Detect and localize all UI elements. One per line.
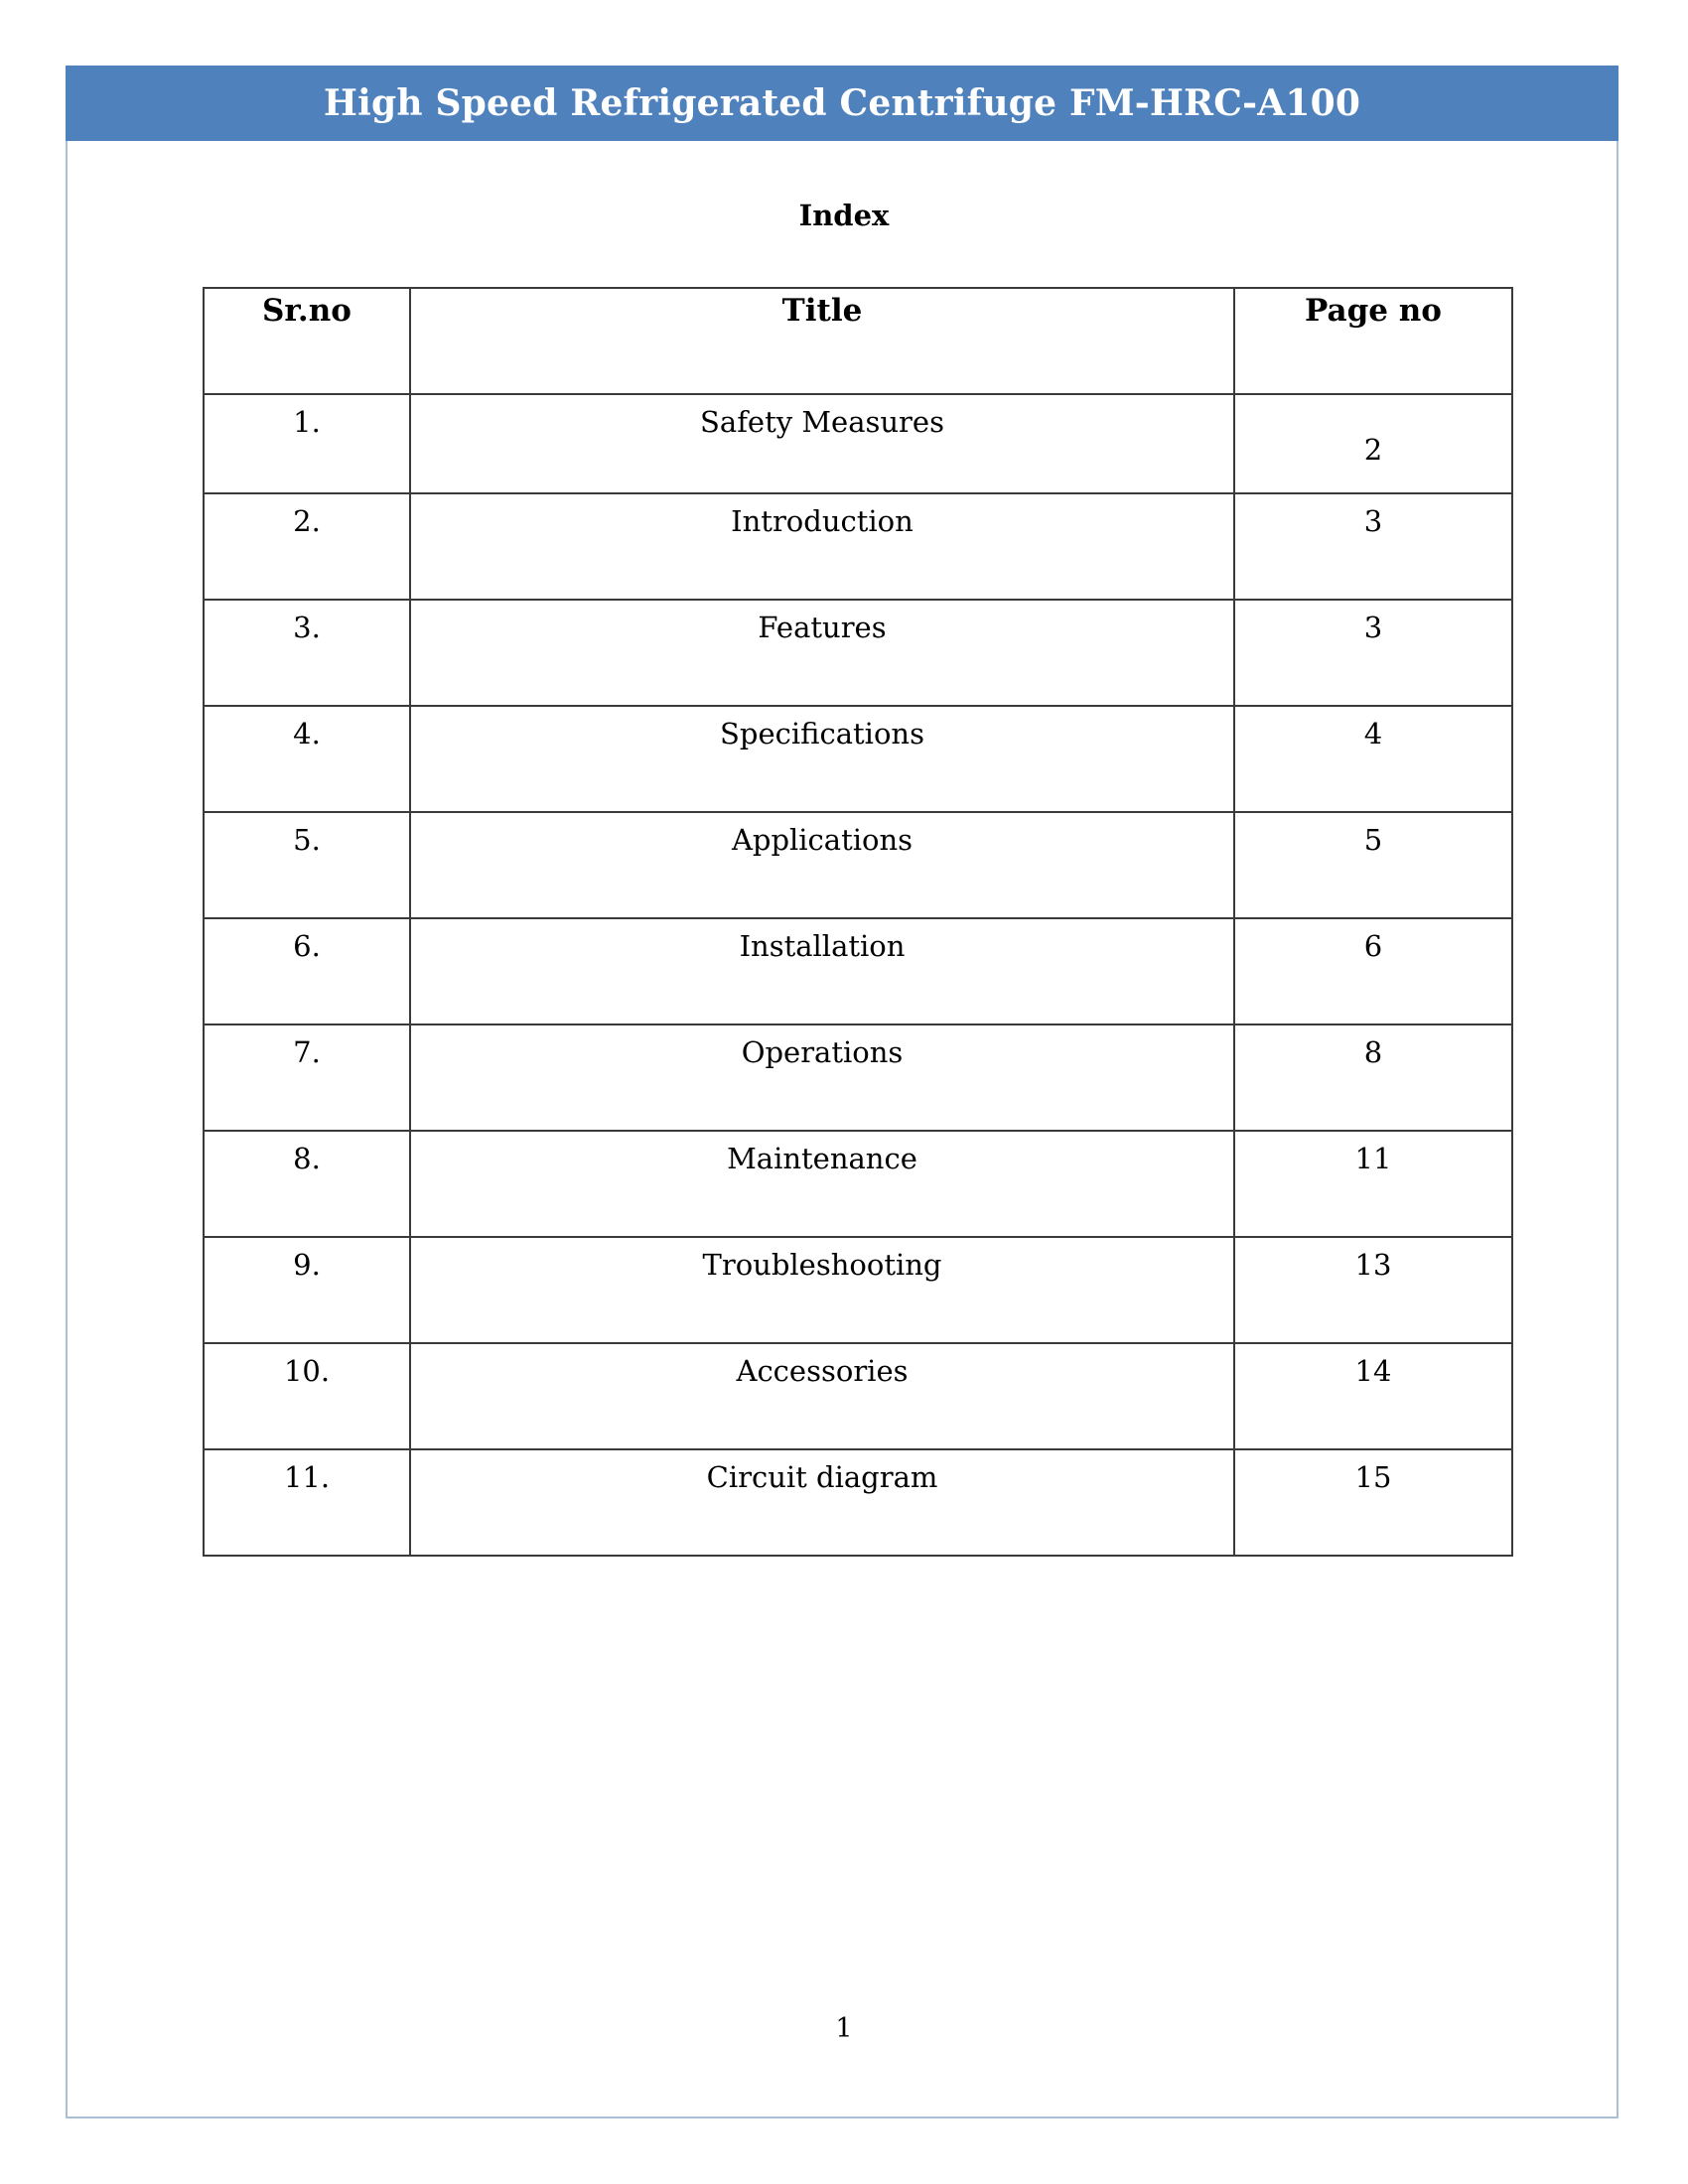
table-row <box>204 394 1512 493</box>
cell-title: Maintenance <box>410 1131 1234 1237</box>
cell-page-no: 4 <box>1234 706 1512 812</box>
cell-title: Introduction <box>410 493 1234 600</box>
cell-title: Safety Measures <box>410 394 1234 493</box>
table-row <box>204 812 1512 918</box>
index-table <box>203 287 1513 1557</box>
cell-sr-no: 8. <box>204 1131 410 1237</box>
cell-page-no: 15 <box>1234 1449 1512 1556</box>
page-number: 1 <box>835 2013 853 2044</box>
cell-page-no: 8 <box>1234 1024 1512 1131</box>
column-header-title: Title <box>410 288 1234 394</box>
cell-sr-no: 2. <box>204 493 410 600</box>
table-row <box>204 918 1512 1024</box>
cell-page-no: 5 <box>1234 812 1512 918</box>
cell-sr-no: 6. <box>204 918 410 1024</box>
cell-sr-no: 5. <box>204 812 410 918</box>
table-row <box>204 1024 1512 1131</box>
cell-page-no: 3 <box>1234 600 1512 706</box>
cell-sr-no: 1. <box>204 394 410 493</box>
cell-title: Applications <box>410 812 1234 918</box>
cell-sr-no: 9. <box>204 1237 410 1343</box>
cell-page-no: 3 <box>1234 493 1512 600</box>
index-heading: Index <box>798 199 890 232</box>
cell-title: Troubleshooting <box>410 1237 1234 1343</box>
cell-sr-no: 7. <box>204 1024 410 1131</box>
column-header-sr-no: Sr.no <box>204 288 410 394</box>
cell-page-no-value: 2 <box>1363 433 1383 467</box>
cell-page-no: 13 <box>1234 1237 1512 1343</box>
cell-sr-no: 10. <box>204 1343 410 1449</box>
cell-page-no: 11 <box>1234 1131 1512 1237</box>
table-row <box>204 1449 1512 1556</box>
cell-title: Features <box>410 600 1234 706</box>
table-header-row <box>204 288 1512 394</box>
cell-page-no: 14 <box>1234 1343 1512 1449</box>
table-row <box>204 1343 1512 1449</box>
header-bar <box>66 66 1618 141</box>
cell-sr-no: 3. <box>204 600 410 706</box>
cell-title: Circuit diagram <box>410 1449 1234 1556</box>
table-row <box>204 493 1512 600</box>
table-row <box>204 706 1512 812</box>
table-row <box>204 1131 1512 1237</box>
cell-title: Operations <box>410 1024 1234 1131</box>
table-row <box>204 1237 1512 1343</box>
cell-page-no: 6 <box>1234 918 1512 1024</box>
cell-title: Installation <box>410 918 1234 1024</box>
column-header-page-no: Page no <box>1234 288 1512 394</box>
cell-page-no <box>1234 394 1512 493</box>
cell-title: Accessories <box>410 1343 1234 1449</box>
cell-title: Specifications <box>410 706 1234 812</box>
cell-sr-no: 4. <box>204 706 410 812</box>
document-title: High Speed Refrigerated Centrifuge FM-HRC-A100 <box>323 82 1361 124</box>
table-row <box>204 600 1512 706</box>
cell-sr-no: 11. <box>204 1449 410 1556</box>
